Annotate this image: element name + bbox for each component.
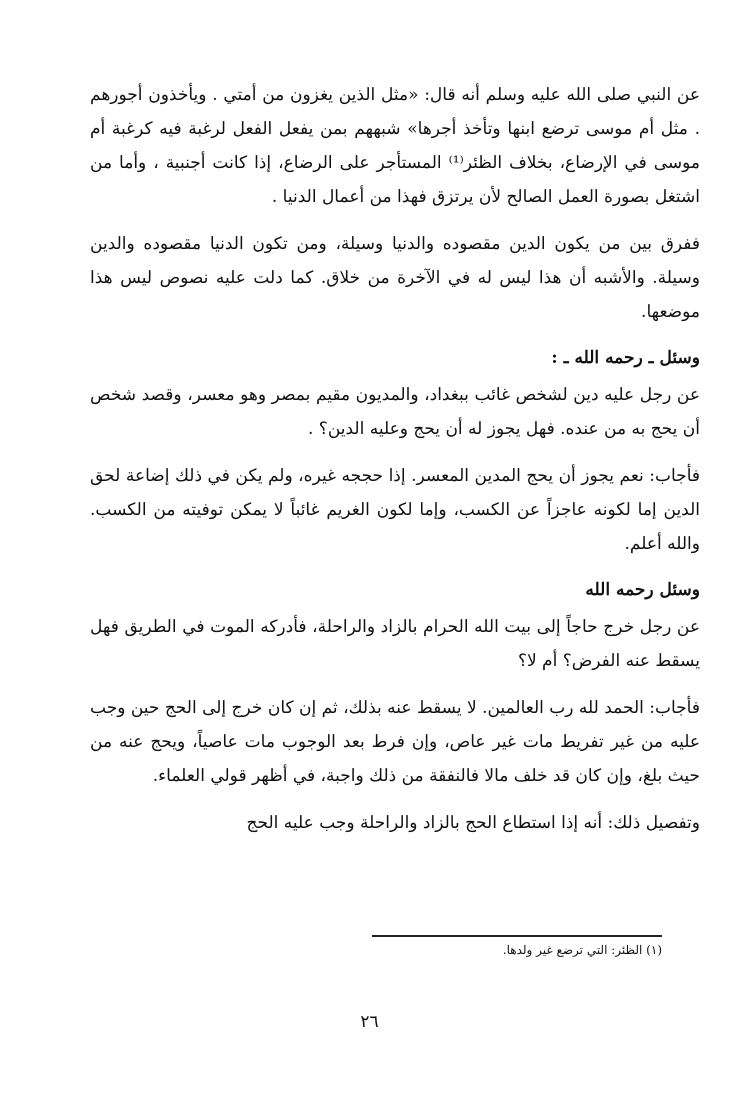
body-paragraph: عن النبي صلى الله عليه وسلم أنه قال: «مثل الذين يغزون من أمتي . ويأخذون أجورهم . مثل أم موسى ترضع ابنها وتأخذ أجرها» شبههم بمن يفعل الفعل لرغبة فيه كرغبة أم موسى في الإرضاع، بخلاف الظئر⁽¹⁾ المستأجر على الرضاع، إذا كانت أجنبية ، وأما من اشتغل بصورة العمل الصالح لأن يرتزق فهذا من أعمال الدنيا .: [90, 85, 701, 207]
page-body: [90, 78, 700, 853]
footnote-divider: [372, 935, 662, 937]
body-paragraph: ففرق بين من يكون الدين مقصوده والدنيا وسيلة، ومن تكون الدنيا مقصوده والدين وسيلة. والأشبه أن هذا ليس له في الآخرة من خلاق. كما دلت عليه نصوص ليس هذا موضعها.: [90, 234, 700, 322]
answer-paragraph: فأجاب: نعم يجوز أن يحج المدين المعسر. إذا حججه غيره، ولم يكن في ذلك إضاعة لحق الدين إما لكونه عاجزاً عن الكسب، وإما لكون الغريم غائباً لا يمكن توفيته من الكسب. والله أعلم.: [90, 466, 700, 554]
answer-paragraph: فأجاب: الحمد لله رب العالمين. لا يسقط عنه بذلك، ثم إن كان خرج إلى الحج حين وجب عليه من غير تفريط مات غير عاص، وإن فرط بعد الوجوب مات عاصياً، ويحج عنه من حيث بلغ، وإن كان قد خلف مالا فالنفقة من ذلك واجبة، في أظهر قولي العلماء.: [90, 698, 700, 786]
detail-paragraph: وتفصيل ذلك: أنه إذا استطاع الحج بالزاد والراحلة وجب عليه الحج: [246, 813, 700, 833]
section-heading: وسئل ـ رحمه الله ـ :: [551, 348, 700, 368]
question-paragraph: عن رجل خرج حاجاً إلى بيت الله الحرام بالزاد والراحلة، فأدركه الموت في الطريق فهل يسقط عنه الفرض؟ أم لا؟: [90, 617, 700, 671]
footnote: (١) الظئر: التي ترضع غير ولدها.: [502, 943, 662, 957]
question-paragraph: عن رجل عليه دين لشخص غائب ببغداد، والمديون مقيم بمصر وهو معسر، وقصد شخص أن يحج به من عنده. فهل يجوز له أن يحج وعليه الدين؟ .: [90, 385, 700, 439]
page-number: ٢٦: [360, 1012, 379, 1032]
section-heading: وسئل رحمه الله: [585, 580, 700, 600]
